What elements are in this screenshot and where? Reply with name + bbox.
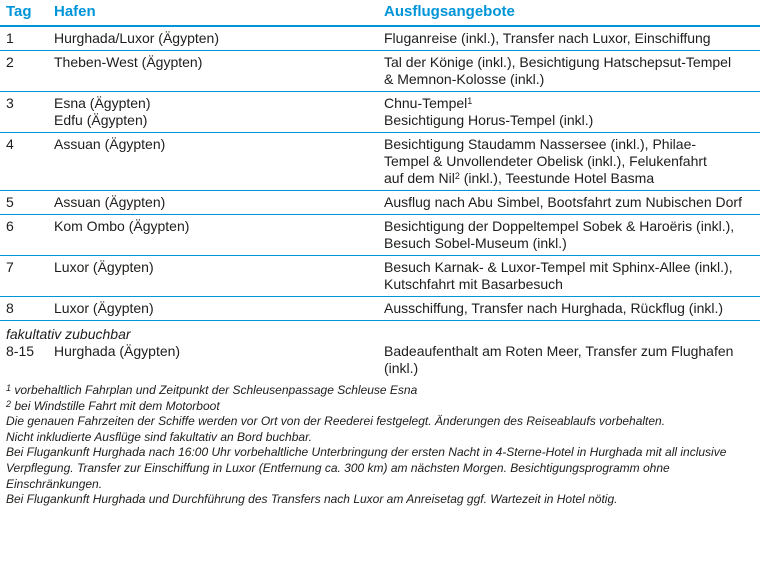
excursion-line: Badeaufenthalt am Roten Meer, Transfer zum Flughafen	[384, 343, 734, 359]
day-cell: 2	[0, 51, 54, 92]
excursion-text: (inkl.), Teestunde Hotel Basma	[459, 170, 655, 186]
excursion-line: Tal der Könige (inkl.), Besichtigung Hatschepsut-Tempel	[384, 54, 732, 70]
footnote-marker: 1	[467, 96, 473, 106]
port-name: Luxor (Ägypten)	[54, 300, 154, 316]
excursion-line: Kutschfahrt mit Basarbesuch	[384, 276, 563, 292]
excursion-cell	[384, 51, 760, 92]
excursion-cell	[384, 343, 760, 377]
port-name: Kom Ombo (Ägypten)	[54, 218, 190, 234]
excursion-line: Tempel & Unvollendeter Obelisk (inkl.), Felukenfahrt	[384, 153, 707, 169]
port-cell	[54, 92, 384, 133]
excursion-line: Besichtigung Horus-Tempel (inkl.)	[384, 112, 594, 128]
port-name: Theben-West (Ägypten)	[54, 54, 203, 70]
port-name: Assuan (Ägypten)	[54, 194, 166, 210]
day-cell: 8	[0, 297, 54, 321]
header-ausflug: Ausflugsangebote	[384, 0, 760, 26]
day-cell: 7	[0, 256, 54, 297]
table-header-row	[0, 0, 760, 26]
port-cell	[54, 26, 384, 51]
header-hafen: Hafen	[54, 0, 384, 26]
excursion-line	[384, 170, 760, 187]
footnotes	[0, 383, 760, 508]
excursion-text: auf dem Nil	[384, 170, 455, 186]
port-cell	[54, 215, 384, 256]
excursion-line: Fluganreise (inkl.), Transfer nach Luxor, Einschiffung	[384, 30, 711, 46]
port-name: Hurghada/Luxor (Ägypten)	[54, 30, 219, 46]
excursion-line: Besuch Karnak- & Luxor-Tempel mit Sphinx-Allee (inkl.),	[384, 259, 733, 275]
optional-section	[0, 321, 760, 377]
table-row	[0, 51, 760, 92]
day-cell: 8-15	[6, 343, 35, 359]
table-row	[0, 26, 760, 51]
day-cell: 5	[0, 191, 54, 215]
excursion-line: Besichtigung Staudamm Nassersee (inkl.), Philae-	[384, 136, 697, 152]
optional-row	[0, 343, 760, 377]
port-cell	[54, 133, 384, 191]
footnote-text: vorbehaltlich Fahrplan und Zeitpunkt der Schleusenpassage Schleuse Esna	[11, 383, 418, 397]
note-text: Nicht inkludierte Ausflüge sind fakultativ an Bord buchbar.	[6, 429, 312, 444]
note-text: Bei Flugankunft Hurghada und Durchführung des Transfers nach Luxor am Anreisetag ggf. Wartezeit in Hotel nötig.	[6, 492, 618, 507]
port-cell	[54, 297, 384, 321]
excursion-line: Besichtigung der Doppeltempel Sobek & Haroëris (inkl.),	[384, 218, 735, 234]
excursion-cell	[384, 133, 760, 191]
day-cell: 1	[0, 26, 54, 51]
footnote-marker: 2	[454, 171, 460, 181]
header-tag: Tag	[0, 0, 54, 26]
excursion-cell	[384, 297, 760, 321]
footnote	[6, 383, 746, 399]
port-cell	[54, 191, 384, 215]
excursion-cell	[384, 26, 760, 51]
footnote	[6, 399, 746, 415]
table-row	[0, 191, 760, 215]
excursion-cell	[384, 256, 760, 297]
excursion-cell	[384, 92, 760, 133]
excursion-text: Chnu-Tempel	[384, 95, 468, 111]
excursion-line: Besuch Sobel-Museum (inkl.)	[384, 235, 567, 251]
excursion-line: Ausschiffung, Transfer nach Hurghada, Rückflug (inkl.)	[384, 300, 724, 316]
table-row	[0, 256, 760, 297]
port-name: Assuan (Ägypten)	[54, 136, 166, 152]
table-row	[0, 297, 760, 321]
port-name: Edfu (Ägypten)	[54, 112, 148, 128]
optional-heading: fakultativ zubuchbar	[6, 326, 131, 342]
excursion-line	[384, 95, 760, 112]
day-cell: 4	[0, 133, 54, 191]
port-name: Luxor (Ägypten)	[54, 259, 154, 275]
table-row	[0, 215, 760, 256]
footnote-marker: 2	[6, 398, 12, 409]
table-row	[0, 133, 760, 191]
table-row	[0, 92, 760, 133]
day-cell: 3	[0, 92, 54, 133]
port-name: Esna (Ägypten)	[54, 95, 151, 111]
excursion-cell	[384, 215, 760, 256]
excursion-line: & Memnon-Kolosse (inkl.)	[384, 71, 545, 87]
port-cell: Hurghada (Ägypten)	[54, 343, 181, 359]
excursion-cell	[384, 191, 760, 215]
footnote-text: bei Windstille Fahrt mit dem Motorboot	[11, 398, 220, 413]
port-cell	[54, 51, 384, 92]
note-text: Bei Flugankunft Hurghada nach 16:00 Uhr vorbehaltliche Unterbringung der ersten Nacht in 4-Sterne-Hotel in Hurghada mit all inclusive Verpflegung. Transfer zur Einschiffung in Luxor (Entfernung ca. 300 km) am nächsten Morgen. Besichtigungsprogramm ohne Einschränkungen.	[6, 445, 727, 491]
note-text: Die genauen Fahrzeiten der Schiffe werden vor Ort von der Reederei festgelegt. Änderungen des Reiseablaufs vorbehalten.	[6, 414, 666, 429]
excursion-line: (inkl.)	[384, 360, 419, 376]
footnote-marker: 1	[6, 383, 12, 393]
excursion-line: Ausflug nach Abu Simbel, Bootsfahrt zum Nubischen Dorf	[384, 194, 742, 210]
port-cell	[54, 256, 384, 297]
day-cell: 6	[0, 215, 54, 256]
